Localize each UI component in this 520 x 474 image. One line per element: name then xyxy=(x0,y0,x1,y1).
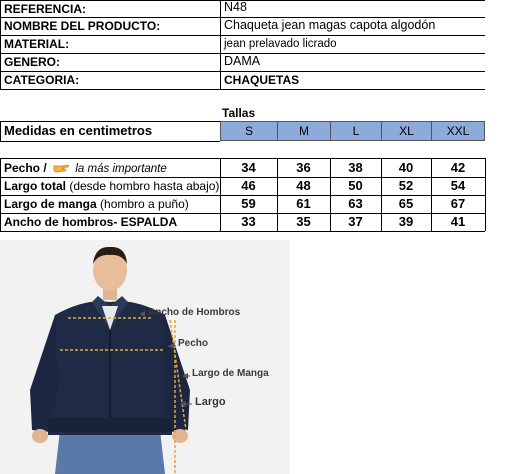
size-header-m: M xyxy=(277,121,331,141)
value-manga-m: 61 xyxy=(296,196,311,211)
nombre-label: NOMBRE DEL PRODUCTO: xyxy=(4,19,161,33)
value-pecho-xxl: 42 xyxy=(450,160,466,175)
row-label-pecho: Pecho / la más importante xyxy=(4,159,167,178)
value-pecho-s: 34 xyxy=(241,160,256,175)
value-pecho-l: 38 xyxy=(348,160,363,175)
label-ancho-hombros: Ancho de Hombros xyxy=(148,307,241,318)
value-pecho-xl: 40 xyxy=(398,160,414,175)
value-manga-xl: 65 xyxy=(398,196,414,211)
referencia-value: N48 xyxy=(224,0,247,14)
value-ancho-xxl: 41 xyxy=(450,214,466,229)
value-ancho-xl: 39 xyxy=(398,214,414,229)
size-header-xxl: XXL xyxy=(431,121,485,141)
value-manga-xxl: 67 xyxy=(450,196,466,211)
medidas-label: Medidas en centimetros xyxy=(4,123,153,138)
value-ancho-l: 37 xyxy=(348,214,363,229)
genero-label: GENERO: xyxy=(4,55,61,69)
material-label: MATERIAL: xyxy=(4,37,70,51)
row-label-ancho-hombros: Ancho de hombros- ESPALDA xyxy=(4,215,178,229)
row-label-largo-total: Largo total (desde hombro hasta abajo) xyxy=(4,179,220,193)
tallas-label: Tallas xyxy=(222,106,256,120)
label-pecho: Pecho xyxy=(178,338,209,349)
value-ancho-s: 33 xyxy=(241,214,256,229)
row-label-largo-manga: Largo de manga (hombro a puño) xyxy=(4,197,189,211)
referencia-label: REFERENCIA: xyxy=(4,2,87,16)
value-largo-l: 50 xyxy=(348,178,363,193)
value-manga-l: 63 xyxy=(348,196,363,211)
size-header-l: L xyxy=(330,121,382,141)
nombre-value: Chaqueta jean magas capota algodón xyxy=(224,18,436,32)
value-largo-s: 46 xyxy=(241,178,256,193)
measurement-illustration xyxy=(0,240,290,474)
value-ancho-m: 35 xyxy=(296,214,311,229)
label-largo: Largo xyxy=(195,396,226,408)
value-pecho-m: 36 xyxy=(296,160,311,175)
categoria-value: CHAQUETAS xyxy=(224,73,300,87)
value-largo-m: 48 xyxy=(296,178,311,193)
size-header-xl: XL xyxy=(381,121,432,141)
label-largo-manga: Largo de Manga xyxy=(192,368,269,379)
value-largo-xl: 52 xyxy=(398,178,414,193)
value-manga-s: 59 xyxy=(241,196,256,211)
jacket-figure xyxy=(0,240,290,474)
categoria-label: CATEGORIA: xyxy=(4,73,80,87)
pointing-hand-icon xyxy=(53,160,69,178)
genero-value: DAMA xyxy=(224,54,261,68)
material-value: jean prelavado licrado xyxy=(224,38,337,50)
size-header-s: S xyxy=(220,121,278,141)
value-largo-xxl: 54 xyxy=(450,178,466,193)
